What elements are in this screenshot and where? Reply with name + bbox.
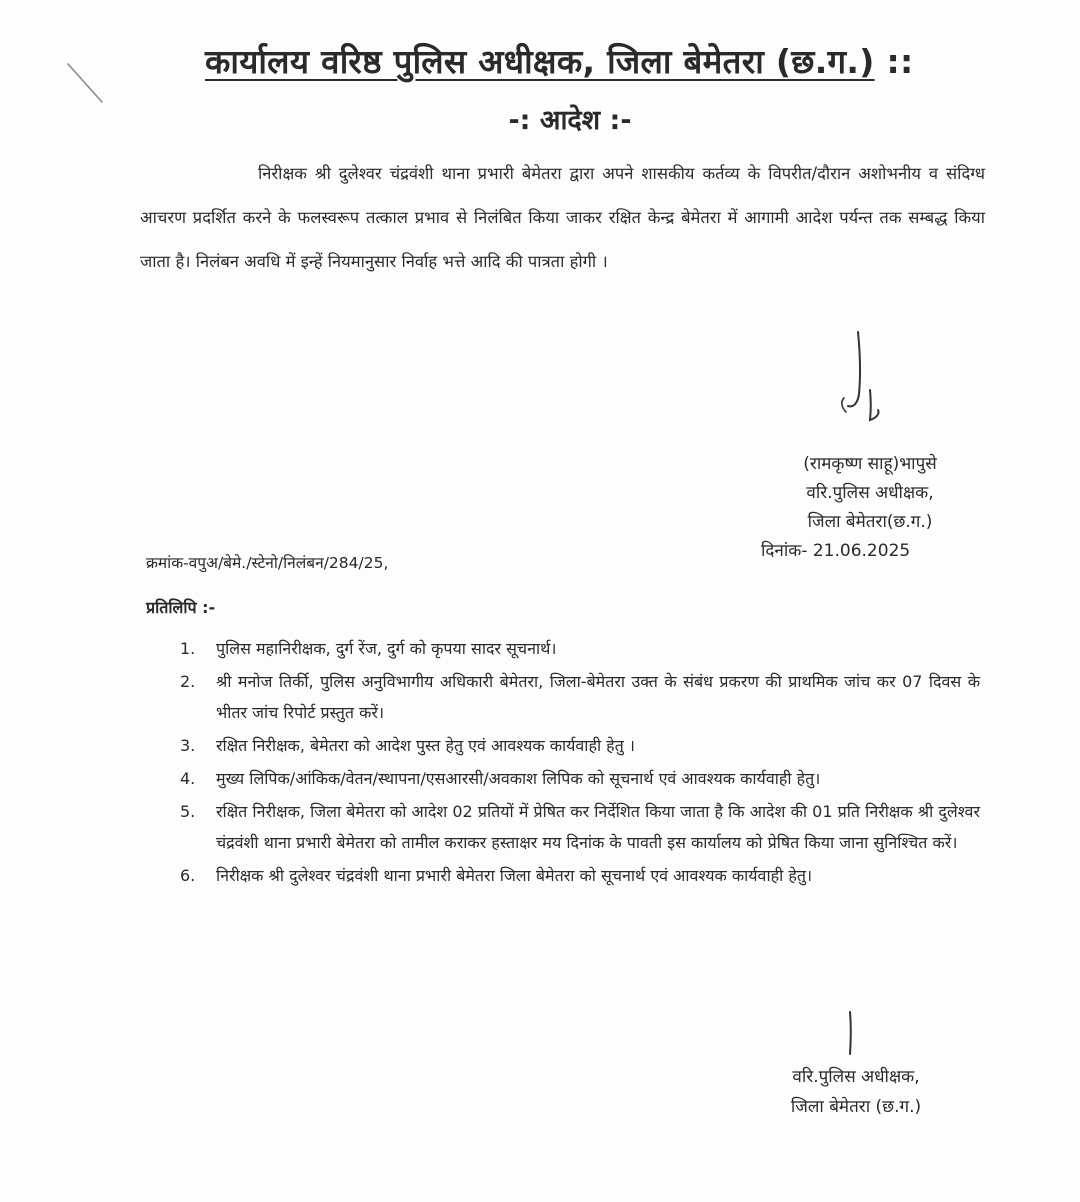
list-item (180, 730, 980, 761)
list-item (180, 633, 980, 664)
reference-number: क्रमांक-वपुअ/बेमे./स्टेनो/निलंबन/284/25, (146, 554, 389, 572)
list-item-number: 1. (180, 639, 196, 658)
pen-stroke-mark (64, 60, 112, 108)
office-title-text: कार्यालय वरिष्ठ पुलिस अधीक्षक, जिला बेमेतरा (छ.ग.) (205, 42, 875, 81)
handwritten-signature-top (834, 328, 894, 428)
list-item-text: निरीक्षक श्री दुलेश्वर चंद्रवंशी थाना प्रभारी बेमेतरा जिला बेमेतरा को सूचनार्थ एवं आवश्यक कार्यवाही हेतु। (216, 866, 813, 885)
list-item-text: मुख्य लिपिक/आंकिक/वेतन/स्थापना/एसआरसी/अवकाश लिपिक को सूचनार्थ एवं आवश्यक कार्यवाही हेतु। (216, 769, 821, 788)
signatory-district: जिला बेमेतरा (छ.ग.) (790, 1097, 922, 1117)
list-item-number: 4. (180, 769, 196, 788)
list-item-text: रक्षित निरीक्षक, बेमेतरा को आदेश पुस्त हेतु एवं आवश्यक कार्यवाही हेतु । (216, 736, 635, 755)
signatory-designation: वरि.पुलिस अधीक्षक, (792, 1067, 920, 1087)
list-item-number: 5. (180, 802, 196, 821)
copy-to-heading: प्रतिलिपि :- (146, 598, 216, 617)
list-item-number: 3. (180, 736, 196, 755)
list-item-number: 6. (180, 866, 196, 885)
signatory-block-bottom (756, 1062, 956, 1122)
handwritten-signature-bottom (843, 1010, 857, 1056)
signatory-designation: वरि.पुलिस अधीक्षक, (806, 483, 934, 503)
list-item (180, 763, 980, 794)
signatory-block-top (760, 450, 980, 537)
signatory-district: जिला बेमेतरा(छ.ग.) (807, 512, 933, 532)
list-item-text: रक्षित निरीक्षक, जिला बेमेतरा को आदेश 02 प्रतियों में प्रेषित कर निर्देशित किया जाता है कि आदेश की 01 प्रति निरीक्षक श्री दुलेश्वर चंद्रवंशी थाना प्रभारी बेमेतरा को तामील कराकर हस्ताक्षर मय दिनांक के पावती इस कार्यालय को प्रेषित किया जाना सुनिश्चित करें। (216, 802, 980, 852)
list-item (180, 860, 980, 891)
list-item-text: श्री मनोज तिर्की, पुलिस अनुविभागीय अधिकारी बेमेतरा, जिला-बेमेतरा उक्त के संबंध प्रकरण की प्राथमिक जांच कर 07 दिवस के भीतर जांच रिपोर्ट प्रस्तुत करें। (216, 672, 980, 722)
copy-to-list (180, 633, 980, 893)
list-item-text: पुलिस महानिरीक्षक, दुर्ग रेंज, दुर्ग को कृपया सादर सूचनार्थ। (216, 639, 557, 658)
office-title-suffix: :: (886, 42, 914, 81)
list-item (180, 666, 980, 728)
office-title (205, 38, 935, 83)
order-date: दिनांक- 21.06.2025 (761, 541, 911, 561)
list-item-number: 2. (180, 672, 196, 691)
signatory-name: (रामकृष्ण साहू)भापुसे (803, 454, 937, 474)
list-item (180, 796, 980, 858)
order-body-paragraph: निरीक्षक श्री दुलेश्वर चंद्रवंशी थाना प्रभारी बेमेतरा द्वारा अपने शासकीय कर्तव्य के विपरीत/दौरान अशोभनीय व संदिग्ध आचरण प्रदर्शित करने के फलस्वरूप तत्काल प्रभाव से निलंबित किया जाकर रक्षित केन्द्र बेमेतरा में आगामी आदेश पर्यन्त तक सम्बद्ध किया जाता है। निलंबन अवधि में इन्हें नियमानुसार निर्वाह भत्ते आदि की पात्रता होगी । (140, 164, 985, 271)
order-heading: -: आदेश :- (508, 105, 632, 136)
